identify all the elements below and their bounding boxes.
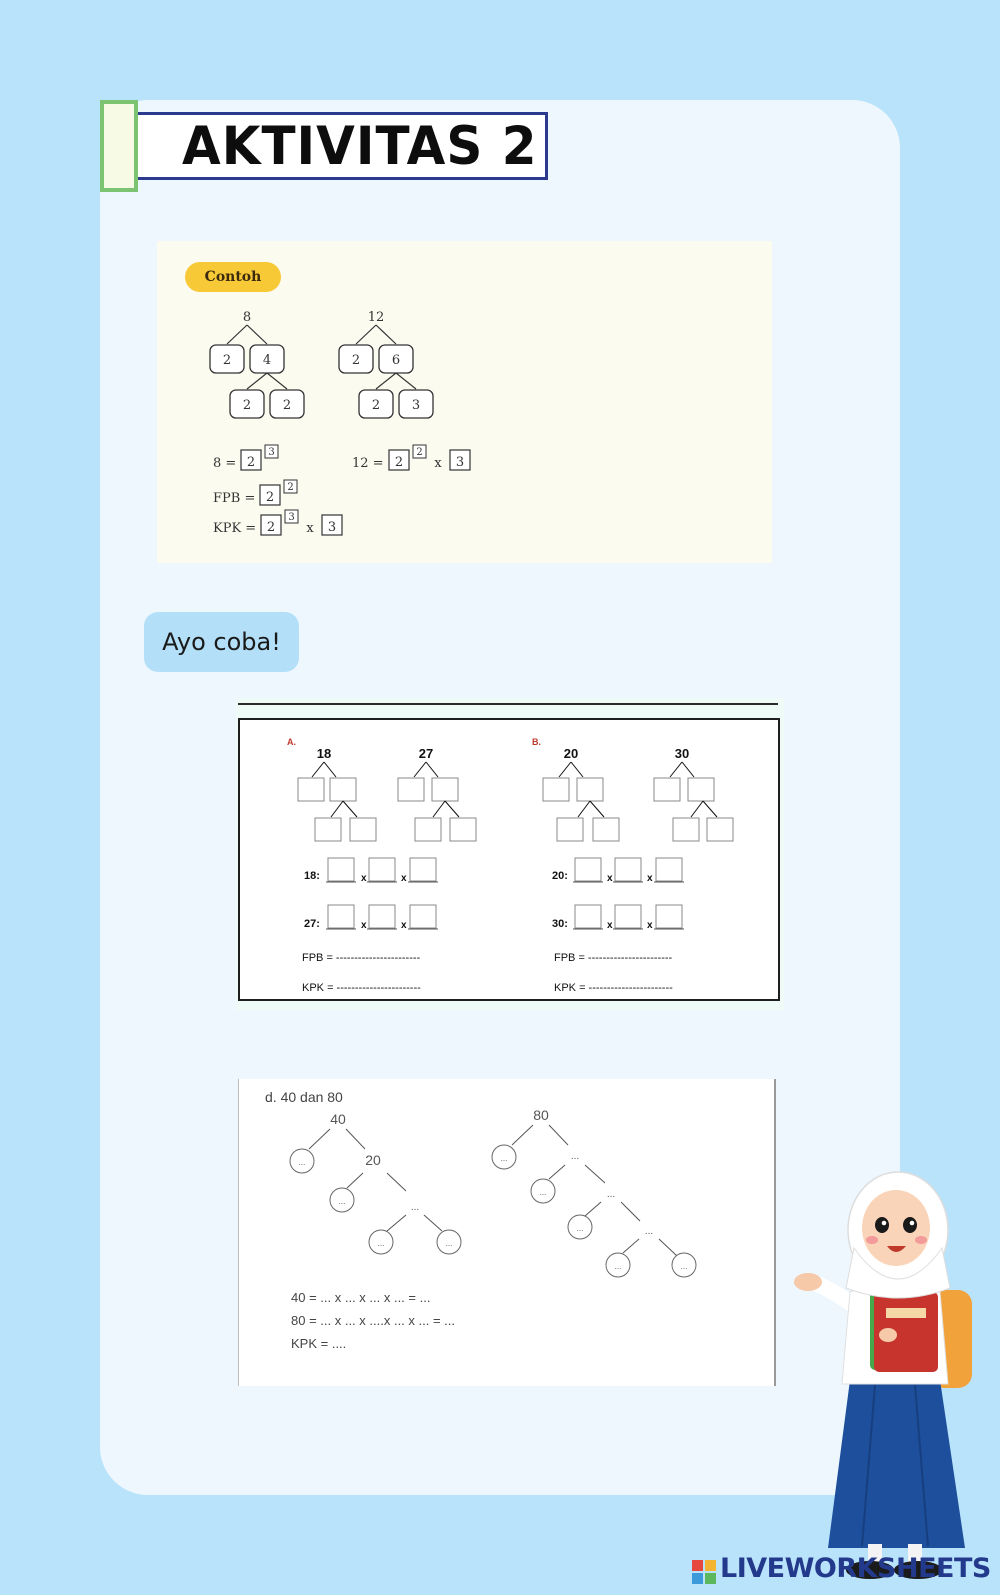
row-27-x1: x xyxy=(361,920,367,931)
tree-left-b: 4 xyxy=(262,353,272,368)
worksheet-exercise-d xyxy=(238,1079,776,1386)
kpk-line: KPK = .... xyxy=(291,1336,347,1351)
fpb-base: 2 xyxy=(265,490,275,505)
factor-tree-examples xyxy=(157,241,772,563)
row-20-x2: x xyxy=(647,873,653,884)
eq12-factor: 3 xyxy=(455,455,465,470)
row-30-x2: x xyxy=(647,920,653,931)
dots-40c: ... xyxy=(410,1202,420,1213)
row-18-label: 18: xyxy=(304,870,320,882)
tree-right-b: 6 xyxy=(391,353,401,368)
num-30: 30 xyxy=(674,746,690,761)
row-18-x2: x xyxy=(401,873,407,884)
tree-right-a: 2 xyxy=(351,353,361,368)
kpk-a-line: KPK = ----------------------- xyxy=(302,982,421,994)
dots-80g: ... xyxy=(614,1262,622,1271)
row-27-x2: x xyxy=(401,920,407,931)
num-80: 80 xyxy=(533,1107,549,1123)
dots-40d: ... xyxy=(377,1239,385,1248)
kpk-exp: 3 xyxy=(288,512,295,523)
dots-80a: ... xyxy=(500,1154,508,1163)
student-girl-illustration xyxy=(790,1170,1000,1595)
kpk-factor: 3 xyxy=(327,520,337,535)
kpk-times: x xyxy=(306,521,314,536)
tree-left-root: 8 xyxy=(242,310,252,325)
fpb-label: FPB = xyxy=(213,491,256,506)
dots-80b: ... xyxy=(570,1151,580,1162)
line-80: 80 = ... x ... x ....x ... x ... = ... xyxy=(291,1313,455,1328)
liveworksheets-logo-icon xyxy=(692,1560,716,1584)
row-30-label: 30: xyxy=(552,918,568,930)
fpb-b-line: FPB = ----------------------- xyxy=(554,952,673,964)
num-18: 18 xyxy=(316,746,332,761)
dots-80d: ... xyxy=(606,1189,616,1200)
num-27: 27 xyxy=(418,746,434,761)
dots-80e: ... xyxy=(576,1224,584,1233)
num-20: 20 xyxy=(563,746,579,761)
line-40: 40 = ... x ... x ... x ... = ... xyxy=(291,1290,431,1305)
kpk-b-line: KPK = ----------------------- xyxy=(554,982,673,994)
eq12-exp: 2 xyxy=(416,447,423,458)
worksheet-exercise-ab xyxy=(236,698,784,1010)
exercise-d-heading: d. 40 dan 80 xyxy=(265,1089,343,1105)
dots-40a: ... xyxy=(298,1158,306,1167)
brand-name: LIVEWORKSHEETS xyxy=(720,1553,991,1584)
section-b-label: B. xyxy=(532,737,541,747)
fpb-exp: 2 xyxy=(287,482,294,493)
example-badge: Contoh xyxy=(185,262,281,292)
row-20-label: 20: xyxy=(552,870,568,882)
kpk-label: KPK = xyxy=(213,521,257,536)
divider xyxy=(238,703,778,705)
tree-left-a: 2 xyxy=(222,353,232,368)
fpb-a-line: FPB = ----------------------- xyxy=(302,952,421,964)
tree-left-c: 2 xyxy=(242,398,252,413)
title-accent xyxy=(100,100,138,192)
dots-80h: ... xyxy=(680,1262,688,1271)
tree-right-c: 2 xyxy=(371,398,381,413)
page-title: AKTIVITAS 2 xyxy=(182,115,538,177)
title-box xyxy=(138,112,548,180)
row-18-x1: x xyxy=(361,873,367,884)
eq8-label: 8 = xyxy=(213,456,237,471)
tree-left-d: 2 xyxy=(282,398,292,413)
eq8-exp: 3 xyxy=(268,447,275,458)
exercise-ab-frame xyxy=(238,718,780,1001)
kpk-base: 2 xyxy=(266,520,276,535)
dots-80c: ... xyxy=(539,1188,547,1197)
eq12-label: 12 = xyxy=(352,456,384,471)
row-20-x1: x xyxy=(607,873,613,884)
dots-40b: ... xyxy=(338,1197,346,1206)
tree-right-root: 12 xyxy=(367,310,385,325)
try-it-label: Ayo coba! xyxy=(144,612,299,672)
tree-right-d: 3 xyxy=(411,398,421,413)
eq8-base: 2 xyxy=(246,455,256,470)
example-panel xyxy=(157,241,772,563)
num-20: 20 xyxy=(365,1152,381,1168)
section-a-label: A. xyxy=(287,737,296,747)
num-40: 40 xyxy=(330,1111,346,1127)
dots-40e: ... xyxy=(445,1239,453,1248)
eq12-times: x xyxy=(434,456,442,471)
dots-80f: ... xyxy=(644,1226,654,1237)
row-30-x1: x xyxy=(607,920,613,931)
eq12-base: 2 xyxy=(394,455,404,470)
row-27-label: 27: xyxy=(304,918,320,930)
